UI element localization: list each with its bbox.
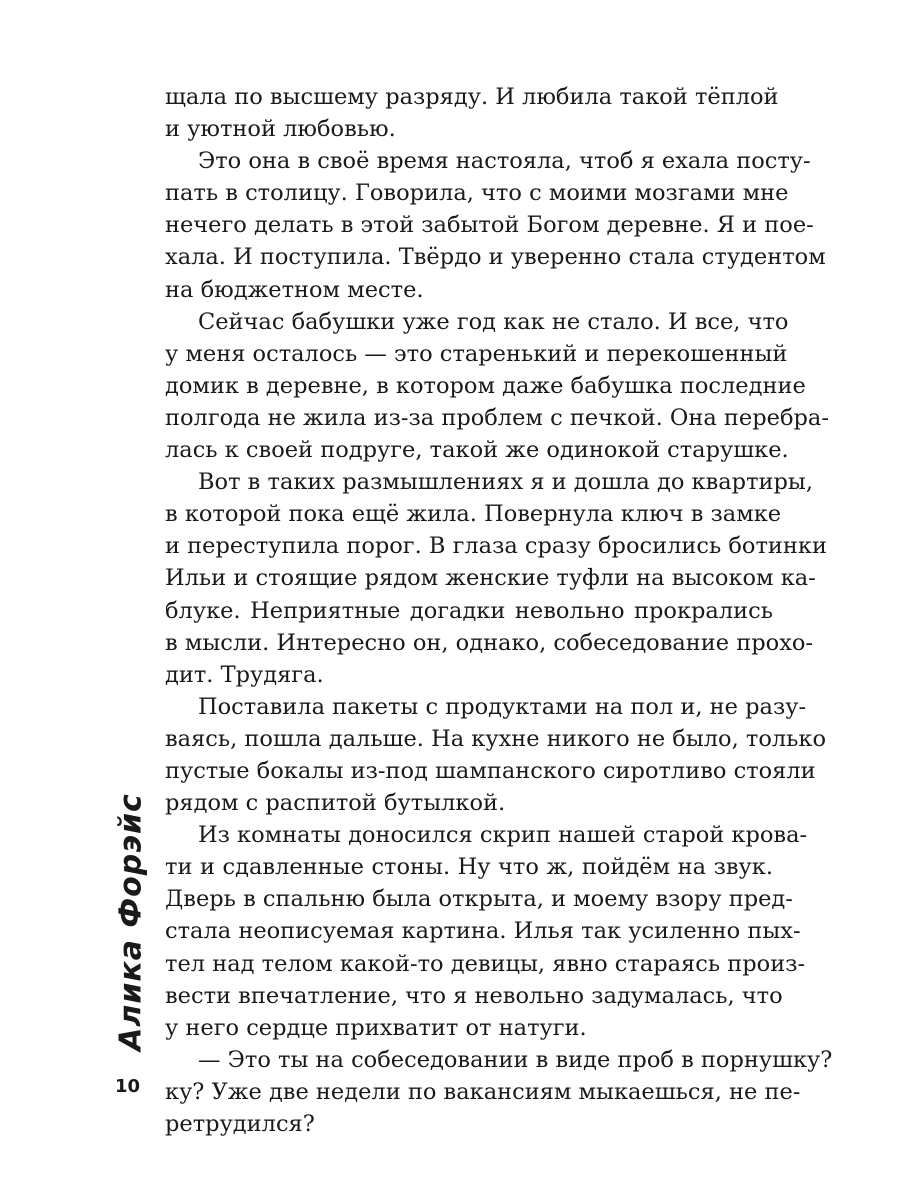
text-line: ретрудился? xyxy=(165,1111,315,1137)
text-line: у меня осталось — это старенький и перекошенный xyxy=(165,340,788,367)
text-line: Из комнаты доносился скрип нашей старой крова- xyxy=(198,822,808,849)
text-line: дит. Трудяга. xyxy=(165,661,324,688)
text-line: полгода не жила из-за проблем с печкой. Она перебра- xyxy=(165,404,829,431)
text-line: лась к своей подруге, такой же одинокой старушке. xyxy=(165,437,789,464)
text-line: ваясь, пошла дальше. На кухне никого не было, только xyxy=(165,725,827,752)
text-line: на бюджетном месте. xyxy=(165,276,424,303)
text-line: ти и сдавленные стоны. Ну что ж, пойдём на звук. xyxy=(165,854,773,881)
text-line: Дверь в спальню была открыта, и моему взору пред- xyxy=(165,886,793,913)
text-line: пать в столицу. Говорила, что с моими мозгами мне xyxy=(165,180,789,207)
page-number: 10 xyxy=(115,1076,141,1097)
text-line: — Это ты на собеседовании в виде проб в порнушку? xyxy=(198,1046,833,1073)
text-line: Это она в своё время настояла, чтоб я ехала посту- xyxy=(198,148,811,175)
text-line: в мысли. Интересно он, однако, собеседование прохо- xyxy=(165,629,814,656)
text-line: Поставила пакеты с продуктами на пол и, не разу- xyxy=(198,693,807,720)
text-line: пустые бокалы из-под шампанского сиротливо стояли xyxy=(165,757,816,784)
text-line: хала. И поступила. Твёрдо и уверенно стала студентом xyxy=(165,244,826,271)
text-line: рядом с распитой бутылкой. xyxy=(165,790,506,817)
text-line: нечего делать в этой забытой Богом деревне. Я и пое- xyxy=(165,212,814,239)
text-line: Вот в таких размышлениях я и дошла до квартиры, xyxy=(198,469,813,496)
text-line: вести впечатление, что я невольно задумалась, что xyxy=(165,982,783,1009)
text-line: блуке. Неприятные догадки невольно прокрались xyxy=(165,597,773,624)
author-signature-text: Алика Форэйс xyxy=(113,793,149,1051)
text-line: Ильи и стоящие рядом женские туфли на высоком ка- xyxy=(165,565,816,592)
text-line: стала неописуемая картина. Илья так усиленно пых- xyxy=(165,918,801,945)
text-line: и переступила порог. В глаза сразу бросились ботинки xyxy=(165,533,827,560)
text-line: тел над телом какой-то девицы, явно стараясь произ- xyxy=(165,950,806,977)
body-text xyxy=(165,81,833,1140)
text-line: в которой пока ещё жила. Повернула ключ в замке xyxy=(165,501,782,528)
text-line: Сейчас бабушки уже год как не стало. И все, что xyxy=(198,308,789,335)
text-line: домик в деревне, в котором даже бабушка последние xyxy=(165,372,806,399)
text-line: и уютной любовью. xyxy=(165,116,396,143)
text-line: ку? Уже две недели по вакансиям мыкаешься, не пе- xyxy=(165,1078,801,1105)
text-line: у него сердце прихватит от натуги. xyxy=(165,1014,587,1041)
text-line: щала по высшему разряду. И любила такой тёплой xyxy=(165,84,779,110)
